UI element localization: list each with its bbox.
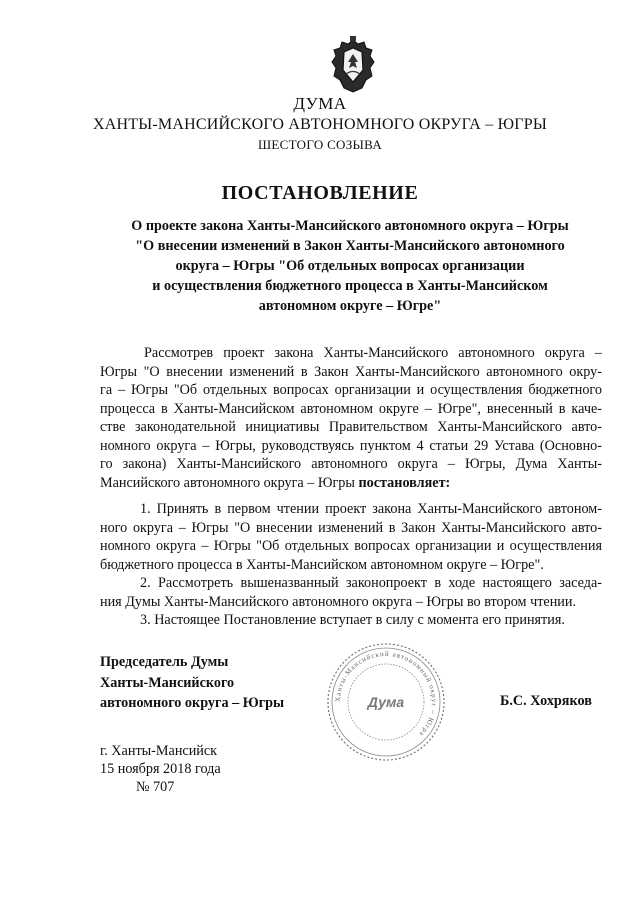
org-title: ДУМА [293,94,347,113]
preamble-line: номного округа – Югры, руководствуясь пунктом 4 статьи 29 Устава (Основно- [100,437,602,454]
signer-position [100,652,284,714]
resolves-word: постановляет: [358,474,451,491]
resolution-line: 2. Рассмотреть вышеназванный законопроект в ходе настоящего заседа- [140,575,602,591]
stamp-center-text: Дума [367,694,405,710]
resolution-line: 1. Принять в первом чтении проект закона Ханты-Мансийского автоном- [140,501,602,517]
resolution-paragraphs [100,500,602,630]
place: г. Ханты-Мансийск [100,743,218,759]
signer-position-line: автономного округа – Югры [100,695,285,711]
document-title: ПОСТАНОВЛЕНИЕ [221,182,419,204]
preamble-paragraph [100,344,602,492]
resolution-line: бюджетного процесса в Ханты-Мансийском автономном округе – Югре". [100,556,544,573]
official-stamp [324,640,448,764]
preamble-line: го закона) Ханты-Мансийского автономного округа – Югры, Дума Ханты- [100,456,602,472]
document-number: № 707 [136,779,175,795]
date: 15 ноября 2018 года [100,761,221,777]
resolution-line: ния Думы Ханты-Мансийского автономного округа – Югры во втором чтении. [100,593,577,610]
signer-position-line: Ханты-Мансийского [100,674,235,691]
stamp-ring-text: Ханты-Мансийский автономный округ – Югра [333,649,439,739]
resolution-line: 3. Настоящее Постановление вступает в силу с момента его принятия. [140,612,565,628]
signer-position-line: Председатель Думы [100,654,229,670]
subject-line: и осуществления бюджетного процесса в Ханты-Мансийском [152,278,548,294]
subject-line: автономном округе – Югре" [258,298,442,314]
coat-of-arms-icon [328,36,378,96]
subject-line: "О внесении изменений в Закон Ханты-Мансийского автономного [135,238,565,254]
preamble-line: Югры "О внесении изменений в Закон Ханты-Мансийского автономного окру- [100,363,602,380]
preamble-line: процесса в Ханты-Мансийском автономном округе – Югре", внесенный в каче- [100,400,602,417]
signer-name: Б.С. Хохряков [500,693,592,709]
subject-line: О проекте закона Ханты-Мансийского автономного округа – Югры [131,218,569,234]
preamble-line: Рассмотрев проект закона Ханты-Мансийского автономного округа – [144,345,602,361]
preamble-line: га – Югры "Об отдельных вопросах организации и осуществления бюджетного [100,382,602,398]
convocation: ШЕСТОГО СОЗЫВА [257,137,383,152]
preamble-line: стве законодательной инициативы Правительством Ханты-Мансийского авто- [100,419,602,435]
place-and-date [100,742,221,796]
resolution-line: номного округа – Югры "Об отдельных вопросах организации и осуществления [100,538,602,554]
org-name: ХАНТЫ-МАНСИЙСКОГО АВТОНОМНОГО ОКРУГА – ЮГРЫ [93,116,547,133]
subject-line: округа – Югры "Об отдельных вопросах организации [175,258,525,274]
document-subject [100,216,600,316]
preamble-line: Мансийского автономного округа – Югры [100,474,355,491]
preamble-last-line [100,474,602,493]
resolution-line: ного округа – Югры "О внесении изменений в Закон Ханты-Мансийского авто- [100,519,602,536]
